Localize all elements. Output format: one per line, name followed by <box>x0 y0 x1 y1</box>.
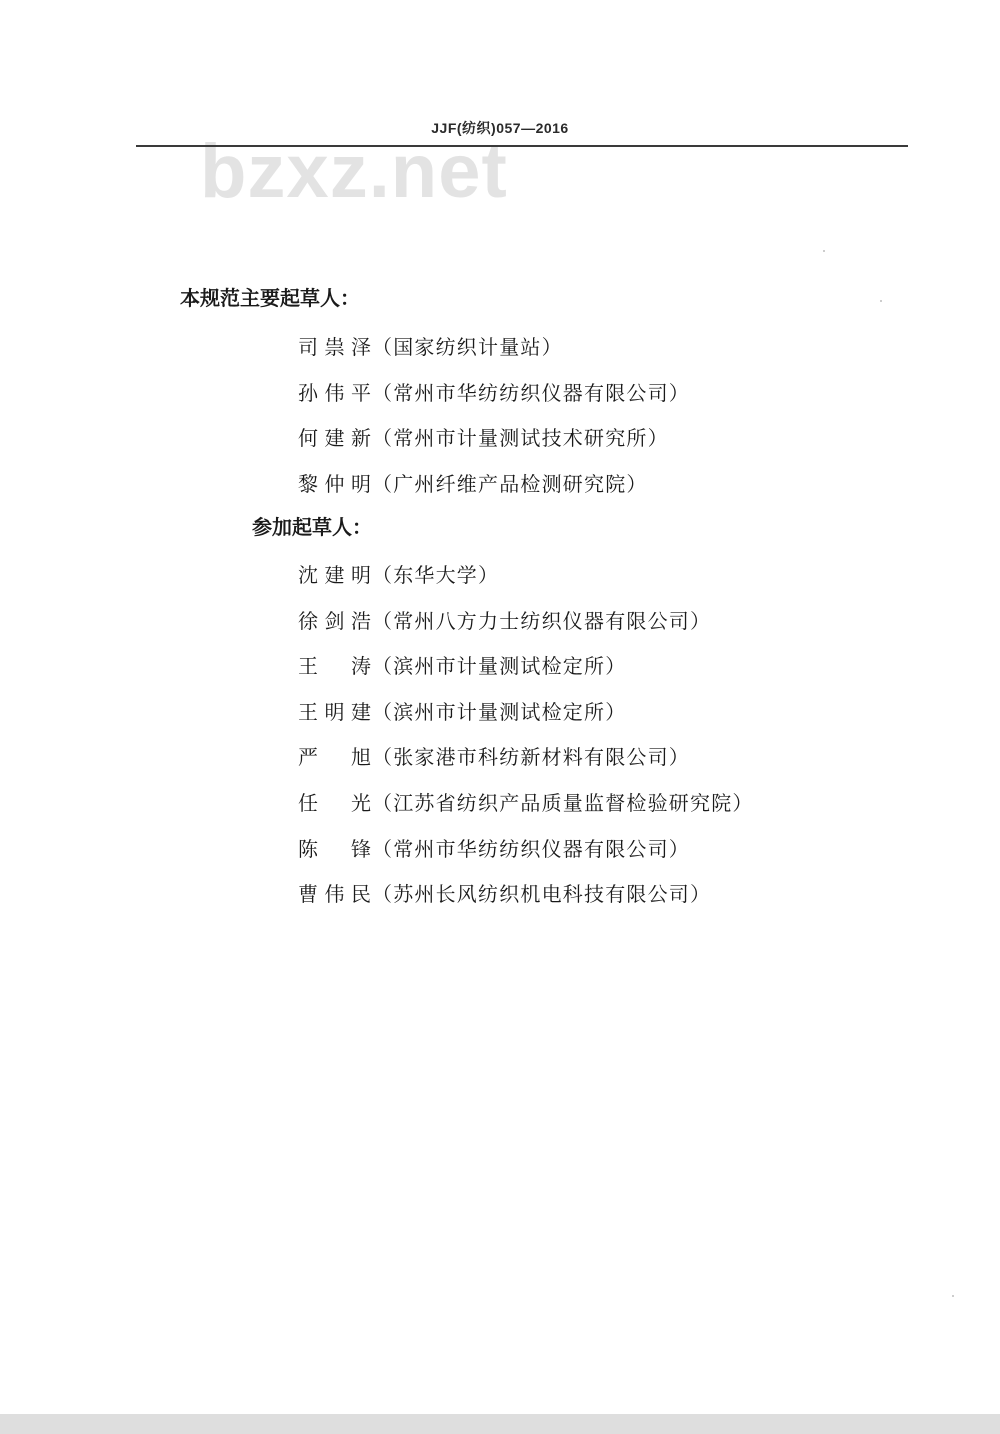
participating-drafter-row <box>298 884 711 904</box>
scan-speck <box>880 300 882 302</box>
drafter-name: 王涛 <box>298 654 372 678</box>
drafter-organization: （苏州长风纺织机电科技有限公司） <box>372 882 712 906</box>
participating-drafter-row <box>298 565 499 585</box>
drafter-name: 沈建明 <box>298 563 372 587</box>
main-drafter-row <box>298 474 648 494</box>
drafter-organization: （广州纤维产品检测研究院） <box>372 472 648 496</box>
bottom-scrollbar-strip <box>0 1414 1000 1434</box>
drafter-organization: （东华大学） <box>372 563 500 587</box>
drafter-organization: （国家纺织计量站） <box>372 335 563 359</box>
drafter-name: 曹伟民 <box>298 882 372 906</box>
drafter-name: 陈锋 <box>298 837 372 861</box>
drafter-name: 何建新 <box>298 426 372 450</box>
drafter-name: 司祟泽 <box>298 335 372 359</box>
drafter-name: 任光 <box>298 791 372 815</box>
drafter-organization: （常州市计量测试技术研究所） <box>372 426 669 450</box>
participating-drafter-row <box>298 793 754 813</box>
drafter-organization: （常州市华纺纺织仪器有限公司） <box>372 837 690 861</box>
participating-drafters-heading: 参加起草人： <box>252 515 372 539</box>
drafter-organization: （常州市华纺纺织仪器有限公司） <box>372 381 690 405</box>
header-divider <box>136 145 908 147</box>
participating-drafter-row <box>298 611 711 631</box>
drafter-name: 孙伟平 <box>298 381 372 405</box>
drafter-name: 黎仲明 <box>298 472 372 496</box>
drafter-organization: （滨州市计量测试检定所） <box>372 654 627 678</box>
scan-speck <box>823 250 825 252</box>
drafter-name: 徐剑浩 <box>298 609 372 633</box>
scan-speck <box>952 1295 954 1297</box>
main-drafter-row <box>298 383 690 403</box>
main-drafter-row <box>298 428 669 448</box>
participating-drafter-row <box>298 747 690 767</box>
drafter-organization: （常州八方力士纺织仪器有限公司） <box>372 609 712 633</box>
participating-drafter-row <box>298 702 626 722</box>
watermark: bzxz.net <box>200 129 508 214</box>
drafter-organization: （滨州市计量测试检定所） <box>372 700 627 724</box>
main-drafter-row <box>298 337 563 357</box>
drafter-name: 严旭 <box>298 745 372 769</box>
drafter-organization: （江苏省纺织产品质量监督检验研究院） <box>372 791 754 815</box>
document-code-header: JJF(纺织)057—2016 <box>431 120 569 136</box>
main-drafters-heading: 本规范主要起草人： <box>180 286 360 310</box>
participating-drafter-row <box>298 839 690 859</box>
participating-drafter-row <box>298 656 626 676</box>
drafter-organization: （张家港市科纺新材料有限公司） <box>372 745 690 769</box>
drafter-name: 王明建 <box>298 700 372 724</box>
